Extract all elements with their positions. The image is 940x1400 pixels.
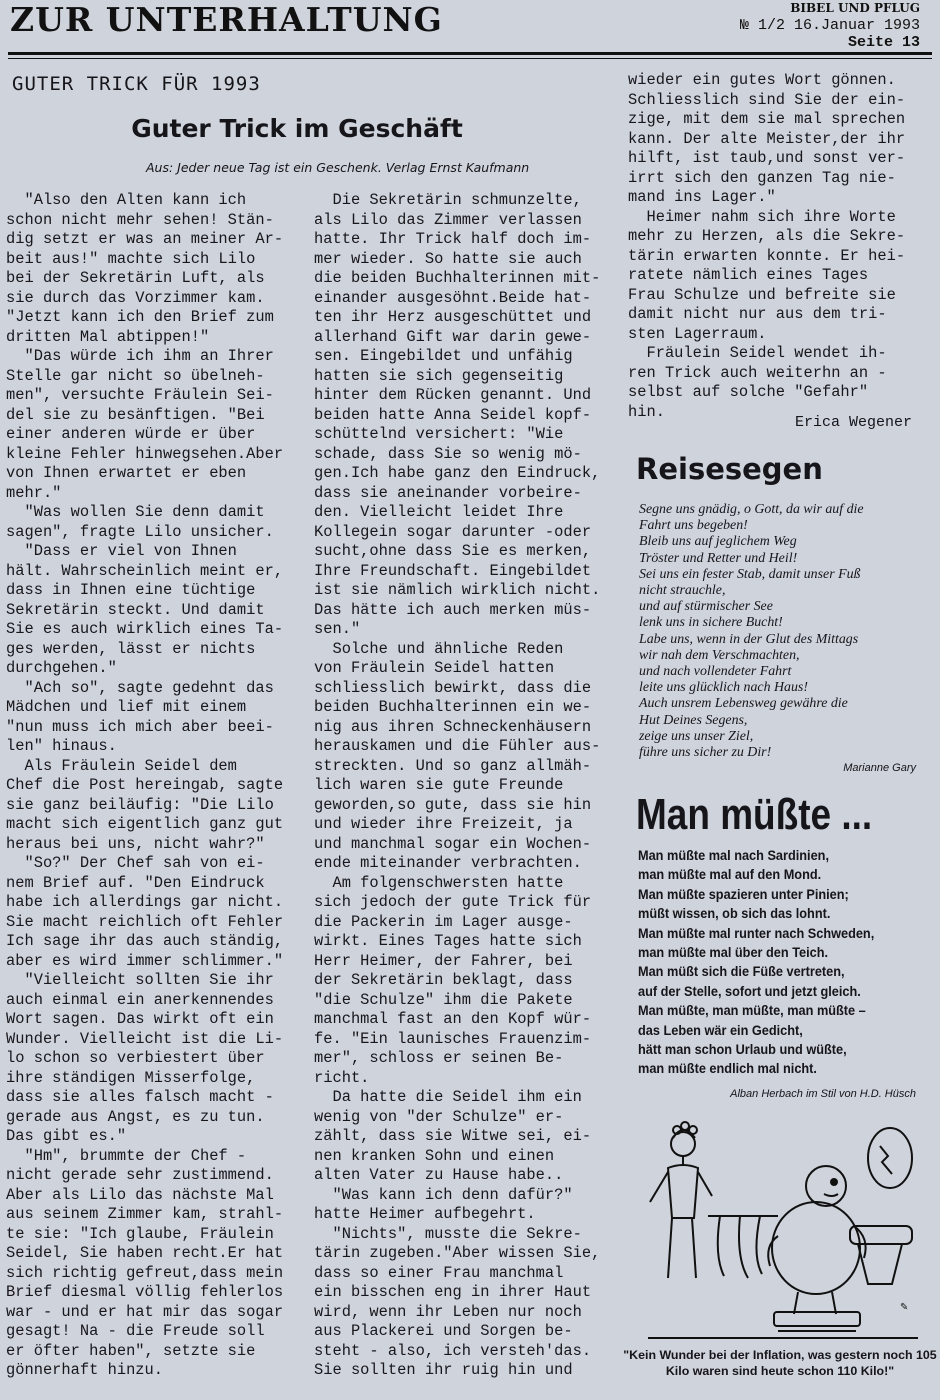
svg-text:✎: ✎ <box>900 1302 909 1313</box>
article-kicker: GUTER TRICK FÜR 1993 <box>12 73 261 95</box>
reisesegen-poem: Segne uns gnädig, o Gott, da wir auf die Fahrt uns begeben! Bleib uns auf jeglichem Weg Tröster und Retter und Heil! Sei uns ein fester Stab, damit unser Fuß nicht strauchle, und auf stürmischer See lenk uns in sichere Bucht! Labe uns, wenn in der Glut des Mittags wir nah dem Verschmachten, und nach vollendeter Fahrt leite uns glücklich nach Haus! Auch unsrem Lebensweg gewähre die Hut Deines Segens, zeige uns unser Ziel, führe uns sicher zu Dir! <box>639 502 864 761</box>
article-headline: Guter Trick im Geschäft <box>131 114 463 143</box>
page-number: Seite 13 <box>847 34 920 51</box>
man-muesste-poem: Man müßte mal nach Sardinien, man müßte mal auf den Mond. Man müßte spazieren unter Pinien; müßt wissen, ob sich das lohnt. Man müßte mal runter nach Schweden, man müßte mal über den Teich. Man müßt sich die Füße vertreten, auf der Stelle, sofort und jetzt gleich. Man müßte, man müßte, man müßte – das Leben wär ein Gedicht, hätt man schon Urlaub und wüßte, man müßte endlich mal nicht. <box>638 848 875 1077</box>
cartoon-illustration <box>628 1116 928 1344</box>
section-title: ZUR UNTERHALTUNG <box>10 0 443 39</box>
article-column-1: "Also den Alten kann ich schon nicht mehr sehen! Stän- dig setzt er was an meiner Ar- beit aus!" machte sich Lilo bei der Sekretärin Luft, als sie durch das Vorzimmer kam. "Jetzt kann ich den Brief zum dritten Mal abtippen!" "Das würde ich ihm an Ihrer Stelle gar nicht so übelneh- men", versuchte Fräulein Sei- del sie zu besänftigen. "Bei einer anderen würde er über kleine Fehler hinwegsehen.Aber von Ihnen erwartet er eben mehr." "Was wollen Sie denn damit sagen", fragte Lilo unsicher. "Dass er viel von Ihnen hält. Wahrscheinlich meint er, dass in Ihnen eine tüchtige Sekretärin steckt. Und damit Sie es auch wirklich eines Ta- ges werden, lässt er nichts durchgehen." "Ach so", sagte gedehnt das Mädchen und lief mit einem "nun muss ich mich aber beei- len" hinaus. Als Fräulein Seidel dem Chef die Post hereingab, sagte sie ganz beiläufig: "Die Lilo macht sich eigentlich ganz gut heraus bei uns, nicht wahr?" "So?" Der Chef sah von ei- nem Brief auf. "Den Eindruck habe ich allerdings gar nicht. Sie macht reichlich oft Fehler Ich sage ihr das auch ständig, aber es wird immer schlimmer." "Vielleicht sollten Sie ihr auch einmal ein anerkennendes Wort sagen. Das wirkt oft ein Wunder. Vielleicht ist die Li- lo schon so verbiestert über ihre ständigen Misserfolge, dass sie alles falsch macht - gerade aus Angst, es zu tun. Das gibt es." "Hm", brummte der Chef - nicht gerade sehr zustimmend. Aber als Lilo das nächste Mal aus seinem Zimmer kam, strahl- te sie: "Ich glaube, Fräulein Seidel, Sie haben recht.Er hat sich richtig gefreut,dass mein Brief diesmal völlig fehlerlos war - und er hat mir das sogar gesagt! Na - die Freude soll er öfter haben", setzte sie gönnerhaft hinzu. <box>6 191 284 1379</box>
reisesegen-author: Marianne Gary <box>843 762 916 774</box>
masthead-rule-thin <box>8 58 932 59</box>
publication-name: BIBEL UND PFLUG <box>790 1 920 15</box>
masthead-rule-thick <box>8 52 932 55</box>
reisesegen-title: Reisesegen <box>636 452 823 486</box>
article-column-2: Die Sekretärin schmunzelte, als Lilo das Zimmer verlassen hatte. Ihr Trick half doch im- mer wieder. So hatte sie auch die beiden Buchhalterinnen mit- einander ausgesöhnt.Beide hat- ten ihr Herz ausgeschüttet und allerhand Gift war darin gewe- sen. Eingebildet und unfähig hatten sie sich gegenseitig hinter dem Rücken genannt. Und beiden hatte Anna Seidel kopf- schüttelnd versichert: "Wie schade, dass Sie so wenig mö- gen.Ich habe ganz den Eindruck, dass sie aneinander vorbeire- den. Vielleicht leidet Ihre Kollegein sogar darunter -oder sucht,ohne dass Sie es merken, Ihre Freundschaft. Eingebildet ist sie nämlich wirklich nicht. Das hätte ich auch merken müs- sen." Solche und ähnliche Reden von Fräulein Seidel hatten schliesslich bewirkt, dass die beiden Buchhalterinnen ein we- nig aus ihren Schneckenhäusern herauskamen und die Fühler aus- streckten. Und so ganz allmäh- lich waren sie gute Freunde geworden,so gute, dass sie hin und wieder ihre Freizeit, ja und manchmal sogar ein Wochen- ende miteinander verbrachten. Am folgenschwersten hatte sich jedoch der gute Trick für die Packerin im Lager ausge- wirkt. Eines Tages hatte sich Herr Heimer, der Fahrer, bei der Sekretärin beklagt, dass "die Schulze" ihm die Pakete manchmal fast an den Kopf wür- fe. "Ein launisches Frauenzim- mer", schloss er seinen Be- richt. Da hatte die Seidel ihm ein wenig von "der Schulze" er- zählt, dass sie Witwe sei, ei- nen kranken Sohn und einen alten Vater zu Hause habe.. "Was kann ich denn dafür?" hatte Heimer aufbegehrt. "Nichts", musste die Sekre- tärin zugeben."Aber wissen Sie, dass so einer Frau manchmal ein bisschen eng in ihrer Haut wird, wenn ihr Leben nur noch aus Plackerei und Sorgen be- steht - also, ich versteh'das. Sie sollten ihr ruig hin und <box>314 191 601 1379</box>
article-column-3: wieder ein gutes Wort gönnen. Schliesslich sind Sie der ein- zige, mit dem sie mal sprechen kann. Der alte Meister,der ihr hilft, ist taub,und sonst ver- irrt sich den ganzen Tag nie- mand ins Lager." Heimer nahm sich ihre Worte mehr zu Herzen, als die Sekre- tärin erwarten konnte. Er hei- ratete nämlich eines Tages Frau Schulze und befreite sie damit nicht nur aus dem tri- sten Lagerraum. Fräulein Seidel wendet ih- ren Trick auch weiterhn an - selbst auf solche "Gefahr" hin. <box>628 71 906 421</box>
article-author: Erica Wegener <box>794 414 912 431</box>
cartoon-caption: "Kein Wunder bei der Inflation, was gestern noch 105 Kilo waren sind heute schon 110 Kilo!" <box>623 1348 937 1378</box>
article-source: Aus: Jeder neue Tag ist ein Geschenk. Verlag Ernst Kaufmann <box>146 160 530 175</box>
issue-date: № 1/2 16.Januar 1993 <box>739 17 920 34</box>
issue-info <box>740 0 920 51</box>
man-muesste-credit: Alban Herbach im Stil von H.D. Hüsch <box>730 1088 916 1100</box>
man-muesste-title: Man müßte ... <box>636 790 873 839</box>
